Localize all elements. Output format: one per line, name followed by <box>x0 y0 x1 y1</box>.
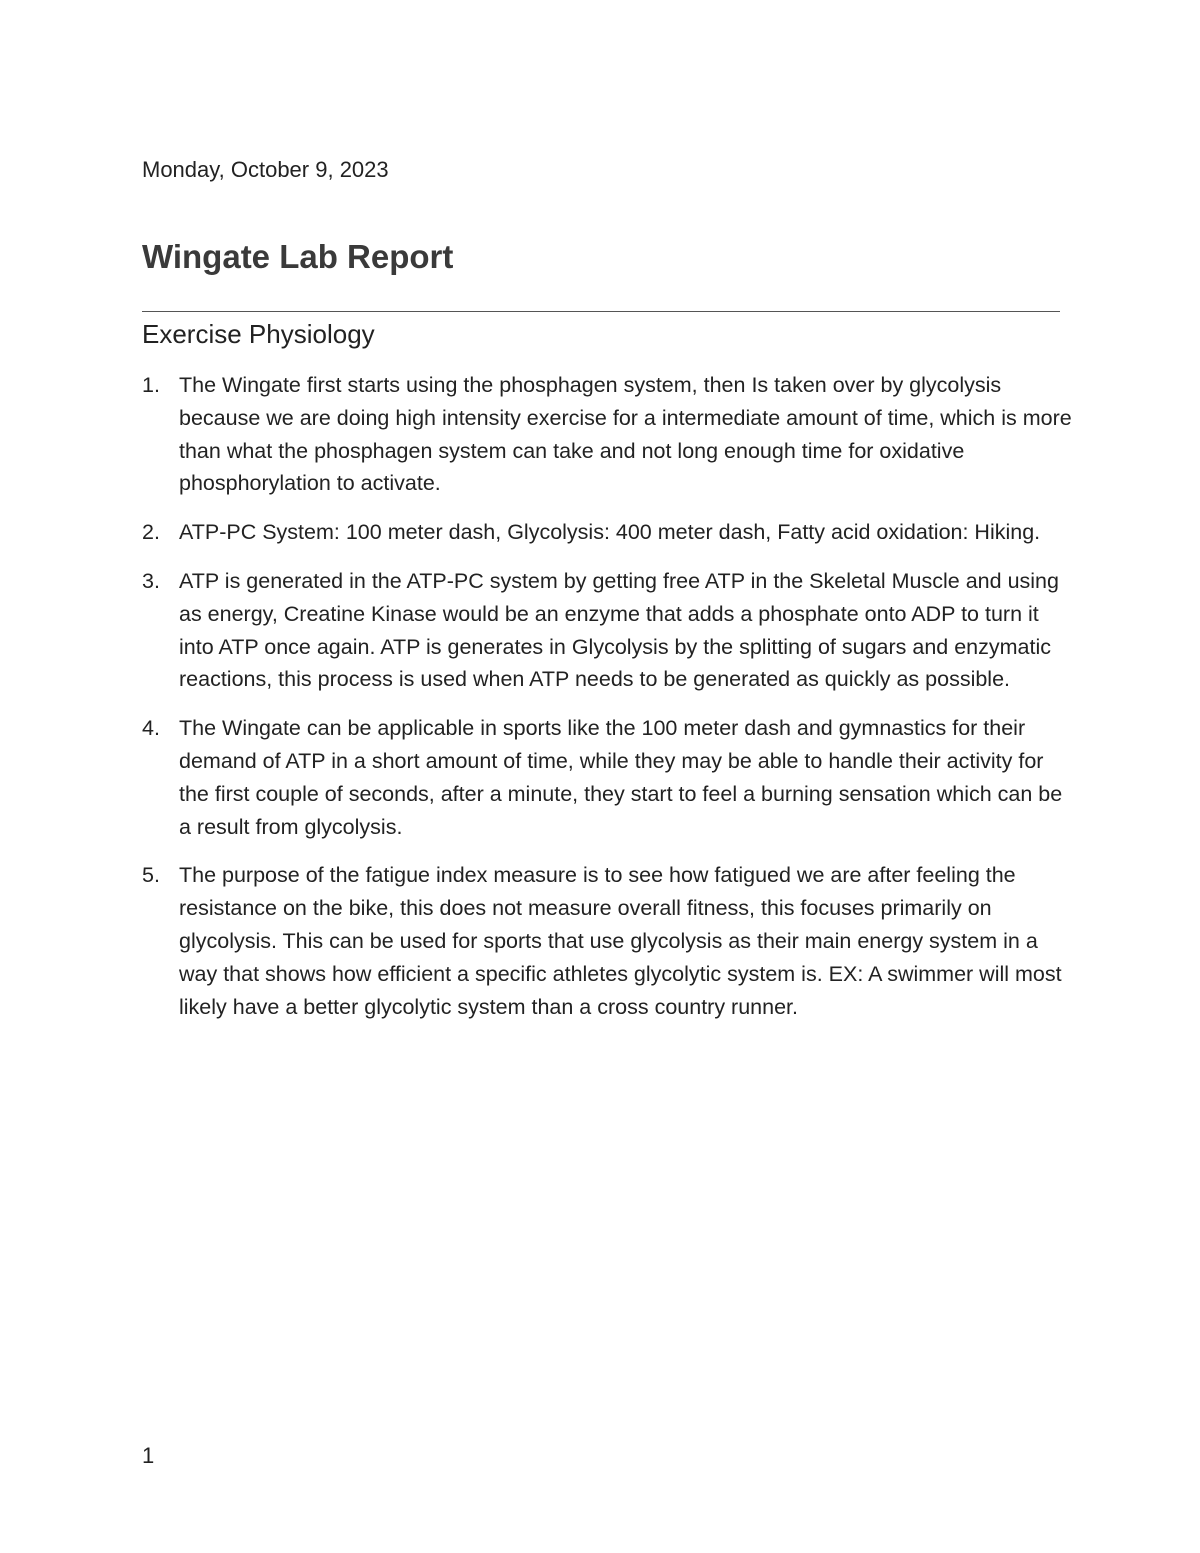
list-item-text: The Wingate can be applicable in sports like the 100 meter dash and gymnastics for their demand of ATP in a short amount of time, while they may be able to handle their activity for the first couple of seconds, after a minute, they start to feel a burning sensation which can be a result from glycolysis. <box>179 716 1063 839</box>
page-number: 1 <box>142 1443 155 1468</box>
list-item-text: The purpose of the fatigue index measure is to see how fatigued we are after feeling the resistance on the bike, this does not measure overall fitness, this focuses primarily on glycolysis. This can be used for sports that use glycolysis as their main energy system in a way that shows how efficient a specific athletes glycolytic system is. EX: A swimmer will most likely have a better glycolytic system than a cross country runner. <box>179 863 1062 1019</box>
title-divider <box>142 311 1060 312</box>
document-date: Monday, October 9, 2023 <box>142 157 389 182</box>
list-item-number: 3. <box>142 568 160 593</box>
document-subtitle: Exercise Physiology <box>142 319 375 349</box>
list-item-number: 4. <box>142 716 160 741</box>
list-item-text: ATP-PC System: 100 meter dash, Glycolysis: 400 meter dash, Fatty acid oxidation: Hiking. <box>179 520 1041 545</box>
list-item-number: 5. <box>142 863 160 888</box>
list-item <box>142 516 1072 549</box>
list-item-number: 2. <box>142 520 160 545</box>
list-item-text: ATP is generated in the ATP-PC system by getting free ATP in the Skeletal Muscle and using as energy, Creatine Kinase would be an enzyme that adds a phosphate onto ADP to turn it into ATP once again. ATP is generates in Glycolysis by the splitting of sugars and enzymatic reactions, this process is used when ATP needs to be generated as quickly as possible. <box>179 568 1059 692</box>
answer-list <box>142 369 1072 1039</box>
list-item <box>142 565 1072 696</box>
document-title: Wingate Lab Report <box>142 238 454 275</box>
list-item <box>142 369 1072 500</box>
list-item-number: 1. <box>142 373 160 397</box>
list-item <box>142 712 1072 843</box>
list-item <box>142 859 1072 1023</box>
list-item-text: The Wingate first starts using the phosphagen system, then Is taken over by glycolysis because we are doing high intensity exercise for a intermediate amount of time, which is more than what the phosphagen system can take and not long enough time for oxidative phosphorylation to activate. <box>179 373 1072 496</box>
